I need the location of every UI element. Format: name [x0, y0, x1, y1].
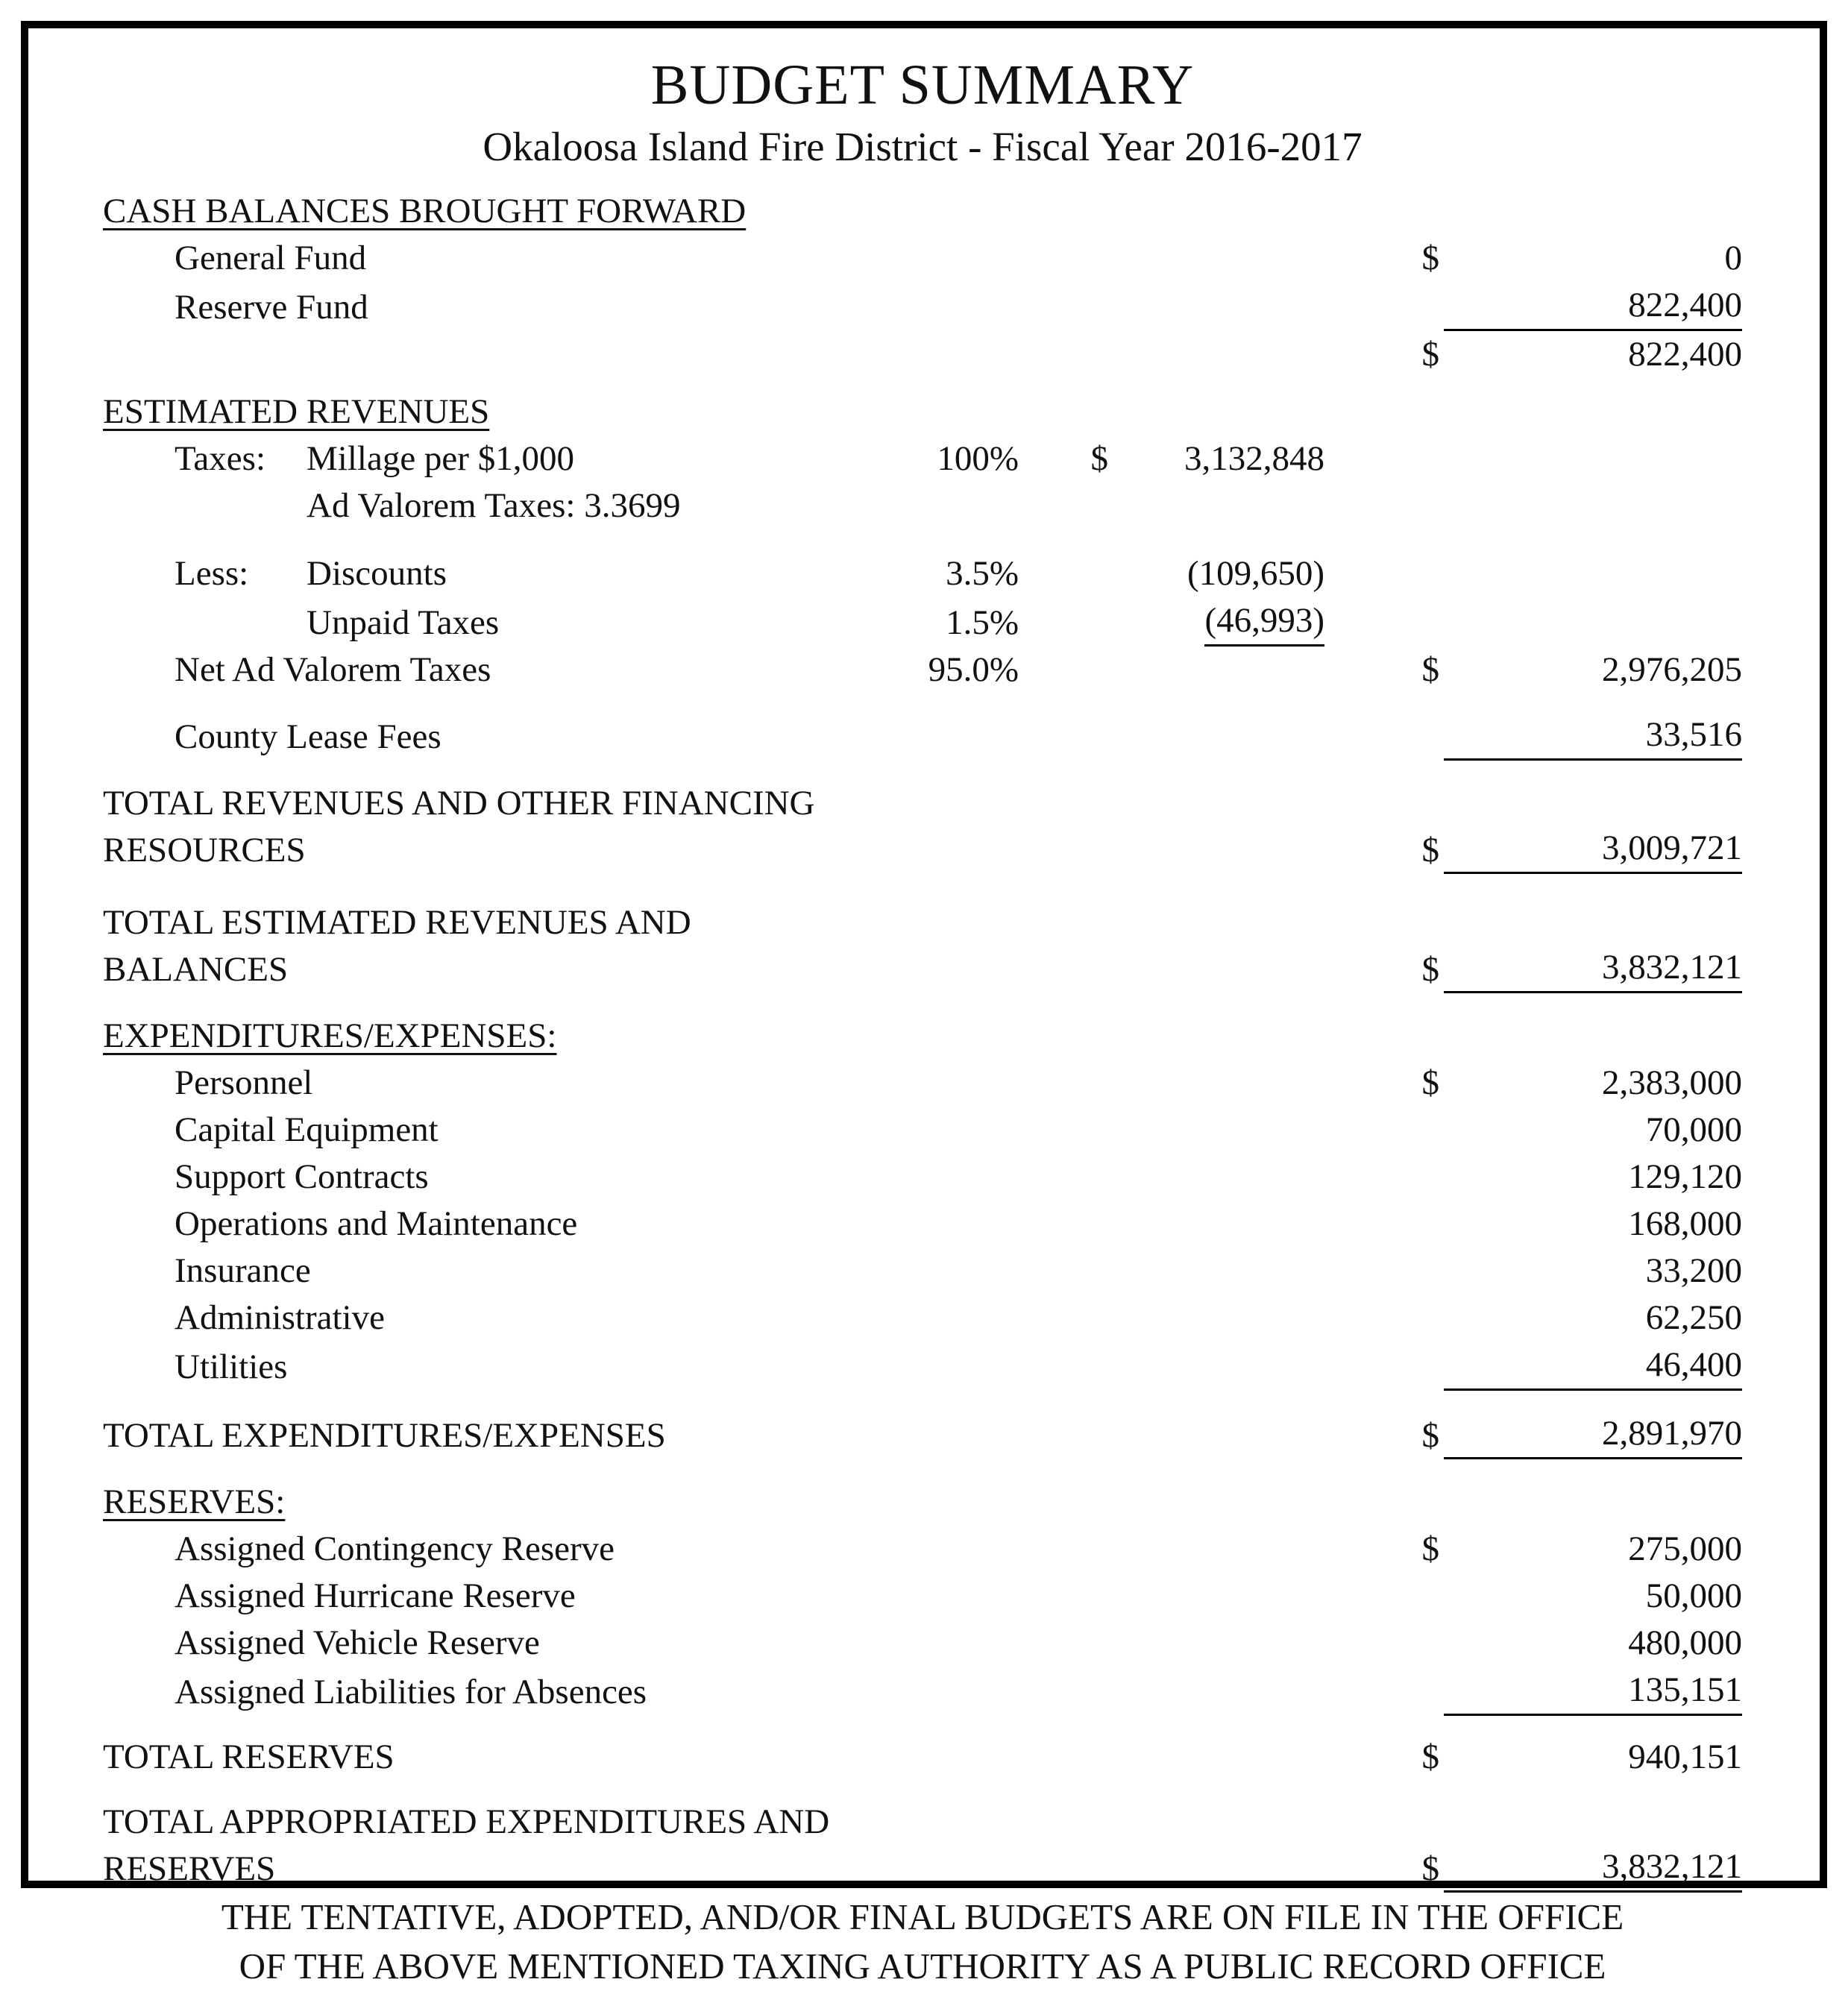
table-row — [103, 1526, 1742, 1573]
table-row — [103, 711, 1742, 761]
table-row — [103, 1107, 1742, 1154]
percent-value: 1.5% — [946, 603, 1019, 642]
total-label: TOTAL RESERVES — [103, 1737, 395, 1776]
total-amount: 2,891,970 — [1444, 1410, 1742, 1459]
total-row — [103, 780, 1742, 874]
row-label: Operations and Maintenance — [175, 1204, 578, 1243]
percent-value: 95.0% — [928, 650, 1019, 689]
percent-value: 100% — [937, 439, 1019, 478]
row-label: Ad Valorem Taxes: 3.3699 — [307, 486, 681, 525]
row-amount: 129,120 — [1628, 1157, 1742, 1196]
footer-line-1: THE TENTATIVE, ADOPTED, AND/OR FINAL BUDGETS ARE ON FILE IN THE OFFICE — [221, 1896, 1624, 1937]
table-row — [103, 1248, 1742, 1295]
section-heading: RESERVES: — [103, 1482, 286, 1521]
page-title: BUDGET SUMMARY — [650, 54, 1195, 116]
section-row — [103, 188, 1742, 235]
section-heading: ESTIMATED REVENUES — [103, 392, 490, 431]
table-row — [103, 1573, 1742, 1620]
section-row — [103, 1013, 1742, 1060]
row-label-group — [103, 550, 855, 597]
total-label: TOTAL REVENUES AND OTHER FINANCING RESOURCES — [103, 784, 815, 869]
row-amount: (109,650) — [1187, 554, 1324, 593]
row-label: Capital Equipment — [175, 1110, 439, 1149]
row-label: Personnel — [175, 1063, 313, 1102]
row-amount: 275,000 — [1628, 1529, 1742, 1568]
dollar-sign: $ — [1421, 1737, 1439, 1776]
table-row — [103, 647, 1742, 694]
row-label: Assigned Liabilities for Absences — [175, 1673, 647, 1711]
row-label: Assigned Hurricane Reserve — [175, 1576, 576, 1615]
row-amount: 70,000 — [1645, 1110, 1742, 1149]
total-row — [103, 1734, 1742, 1781]
row-amount: 2,383,000 — [1602, 1063, 1742, 1102]
row-label: Reserve Fund — [175, 288, 368, 327]
dollar-sign: $ — [1421, 239, 1439, 277]
dollar-sign: $ — [1421, 1416, 1439, 1455]
row-amount: 168,000 — [1628, 1204, 1742, 1243]
dollar-sign: $ — [1421, 1063, 1439, 1102]
row-amount: 3,132,848 — [1184, 439, 1324, 478]
page-subtitle: Okaloosa Island Fire District - Fiscal Year 2016-2017 — [483, 124, 1363, 169]
section-row — [103, 389, 1742, 435]
table-row — [103, 1154, 1742, 1201]
row-amount: 0 — [1724, 239, 1742, 277]
table-row — [103, 1620, 1742, 1667]
dollar-sign: $ — [1421, 1529, 1439, 1568]
section-heading: EXPENDITURES/EXPENSES: — [103, 1016, 557, 1055]
percent-value: 3.5% — [946, 554, 1019, 593]
document-page — [21, 21, 1827, 1987]
row-label: Utilities — [175, 1347, 288, 1386]
row-amount: 135,151 — [1444, 1667, 1742, 1716]
total-label: TOTAL EXPENDITURES/EXPENSES — [103, 1416, 666, 1455]
total-label: TOTAL APPROPRIATED EXPENDITURES AND RESERVES — [103, 1802, 830, 1888]
table-row — [103, 550, 1742, 597]
row-label: General Fund — [175, 239, 367, 277]
dollar-sign: $ — [1421, 650, 1439, 689]
row-prefix: Taxes: — [175, 439, 265, 478]
table-row — [103, 1201, 1742, 1248]
total-amount: 3,009,721 — [1444, 825, 1742, 874]
total-row — [103, 899, 1742, 993]
total-amount: 3,832,121 — [1444, 1843, 1742, 1893]
table-row — [103, 435, 1742, 482]
table-row — [103, 1667, 1742, 1716]
row-label: Assigned Contingency Reserve — [175, 1529, 615, 1568]
dollar-sign: $ — [1421, 950, 1439, 989]
total-row — [103, 1799, 1742, 1893]
dollar-sign: $ — [1421, 831, 1439, 869]
row-prefix: Less: — [175, 554, 249, 593]
dollar-sign: $ — [1421, 335, 1439, 374]
total-amount: 3,832,121 — [1444, 944, 1742, 993]
row-label-group — [103, 482, 855, 529]
row-amount: 62,250 — [1645, 1298, 1742, 1337]
row-label: Millage per $1,000 — [307, 439, 574, 478]
table-row — [103, 235, 1742, 282]
table-row — [103, 597, 1742, 647]
footer-line-2: OF THE ABOVE MENTIONED TAXING AUTHORITY AS A PUBLIC RECORD OFFICE — [239, 1946, 1606, 1987]
row-label: Unpaid Taxes — [307, 603, 500, 642]
section-row — [103, 1479, 1742, 1526]
table-row — [103, 331, 1742, 378]
row-amount: 822,400 — [1444, 282, 1742, 331]
row-amount: 46,400 — [1444, 1342, 1742, 1391]
dollar-sign: $ — [1421, 1849, 1439, 1888]
table-row — [103, 282, 1742, 331]
document-footer — [103, 1893, 1742, 1994]
total-label: TOTAL ESTIMATED REVENUES AND BALANCES — [103, 903, 691, 989]
row-amount: 2,976,205 — [1602, 650, 1742, 689]
total-row — [103, 1410, 1742, 1459]
row-amount: 50,000 — [1645, 1576, 1742, 1615]
table-row — [103, 482, 1742, 529]
row-amount: 33,516 — [1444, 711, 1742, 761]
document-header — [103, 51, 1742, 173]
row-label: Assigned Vehicle Reserve — [175, 1623, 540, 1662]
row-amount: 822,400 — [1628, 335, 1742, 374]
row-label: Discounts — [307, 554, 447, 593]
table-row — [103, 1060, 1742, 1107]
row-label-group — [103, 600, 855, 647]
row-label-group — [103, 435, 855, 482]
row-amount: (46,993) — [1204, 597, 1324, 647]
table-row — [103, 1342, 1742, 1391]
section-heading: CASH BALANCES BROUGHT FORWARD — [103, 192, 747, 230]
row-label: County Lease Fees — [175, 717, 441, 756]
row-amount: 33,200 — [1645, 1251, 1742, 1290]
row-amount: 480,000 — [1628, 1623, 1742, 1662]
row-label: Insurance — [175, 1251, 311, 1290]
row-label: Support Contracts — [175, 1157, 429, 1196]
row-label: Net Ad Valorem Taxes — [175, 650, 491, 689]
row-amount-cell — [1108, 597, 1324, 647]
row-label: Administrative — [175, 1298, 385, 1337]
dollar-sign: $ — [1090, 439, 1108, 478]
total-amount: 940,151 — [1628, 1737, 1742, 1776]
table-row — [103, 1295, 1742, 1342]
